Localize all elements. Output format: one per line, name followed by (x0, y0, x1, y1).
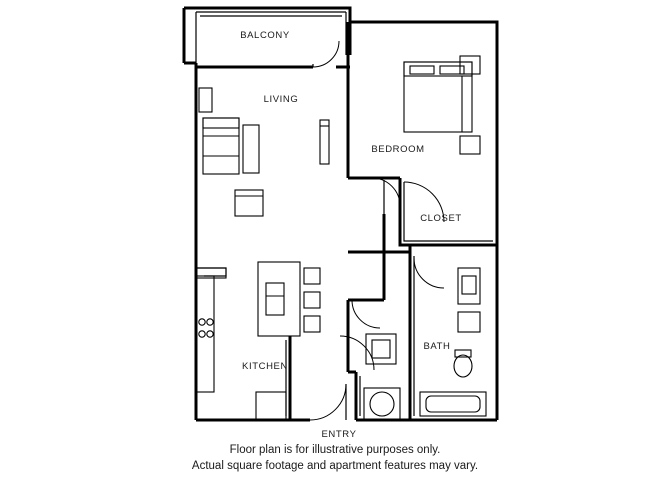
room-label-closet: CLOSET (420, 213, 462, 224)
room-label-living: LIVING (263, 94, 299, 105)
room-label-entry: ENTRY (321, 429, 357, 440)
room-label-bath: BATH (423, 341, 451, 352)
laundry-fixtures (364, 334, 400, 420)
bath-and-hall-walls (340, 252, 444, 420)
kitchen-fixtures (196, 262, 320, 420)
entry-door (300, 384, 346, 420)
room-label-balcony: BALCONY (240, 30, 290, 41)
room-label-bedroom: BEDROOM (371, 144, 425, 155)
bedroom-fixtures (404, 56, 480, 154)
disclaimer-line-2: Actual square footage and apartment features may vary. (191, 460, 479, 472)
room-labels (240, 30, 462, 440)
living-room-fixtures (199, 88, 329, 216)
disclaimer-line-1: Floor plan is for illustrative purposes only. (229, 444, 441, 456)
room-label-kitchen: KITCHEN (242, 361, 288, 372)
